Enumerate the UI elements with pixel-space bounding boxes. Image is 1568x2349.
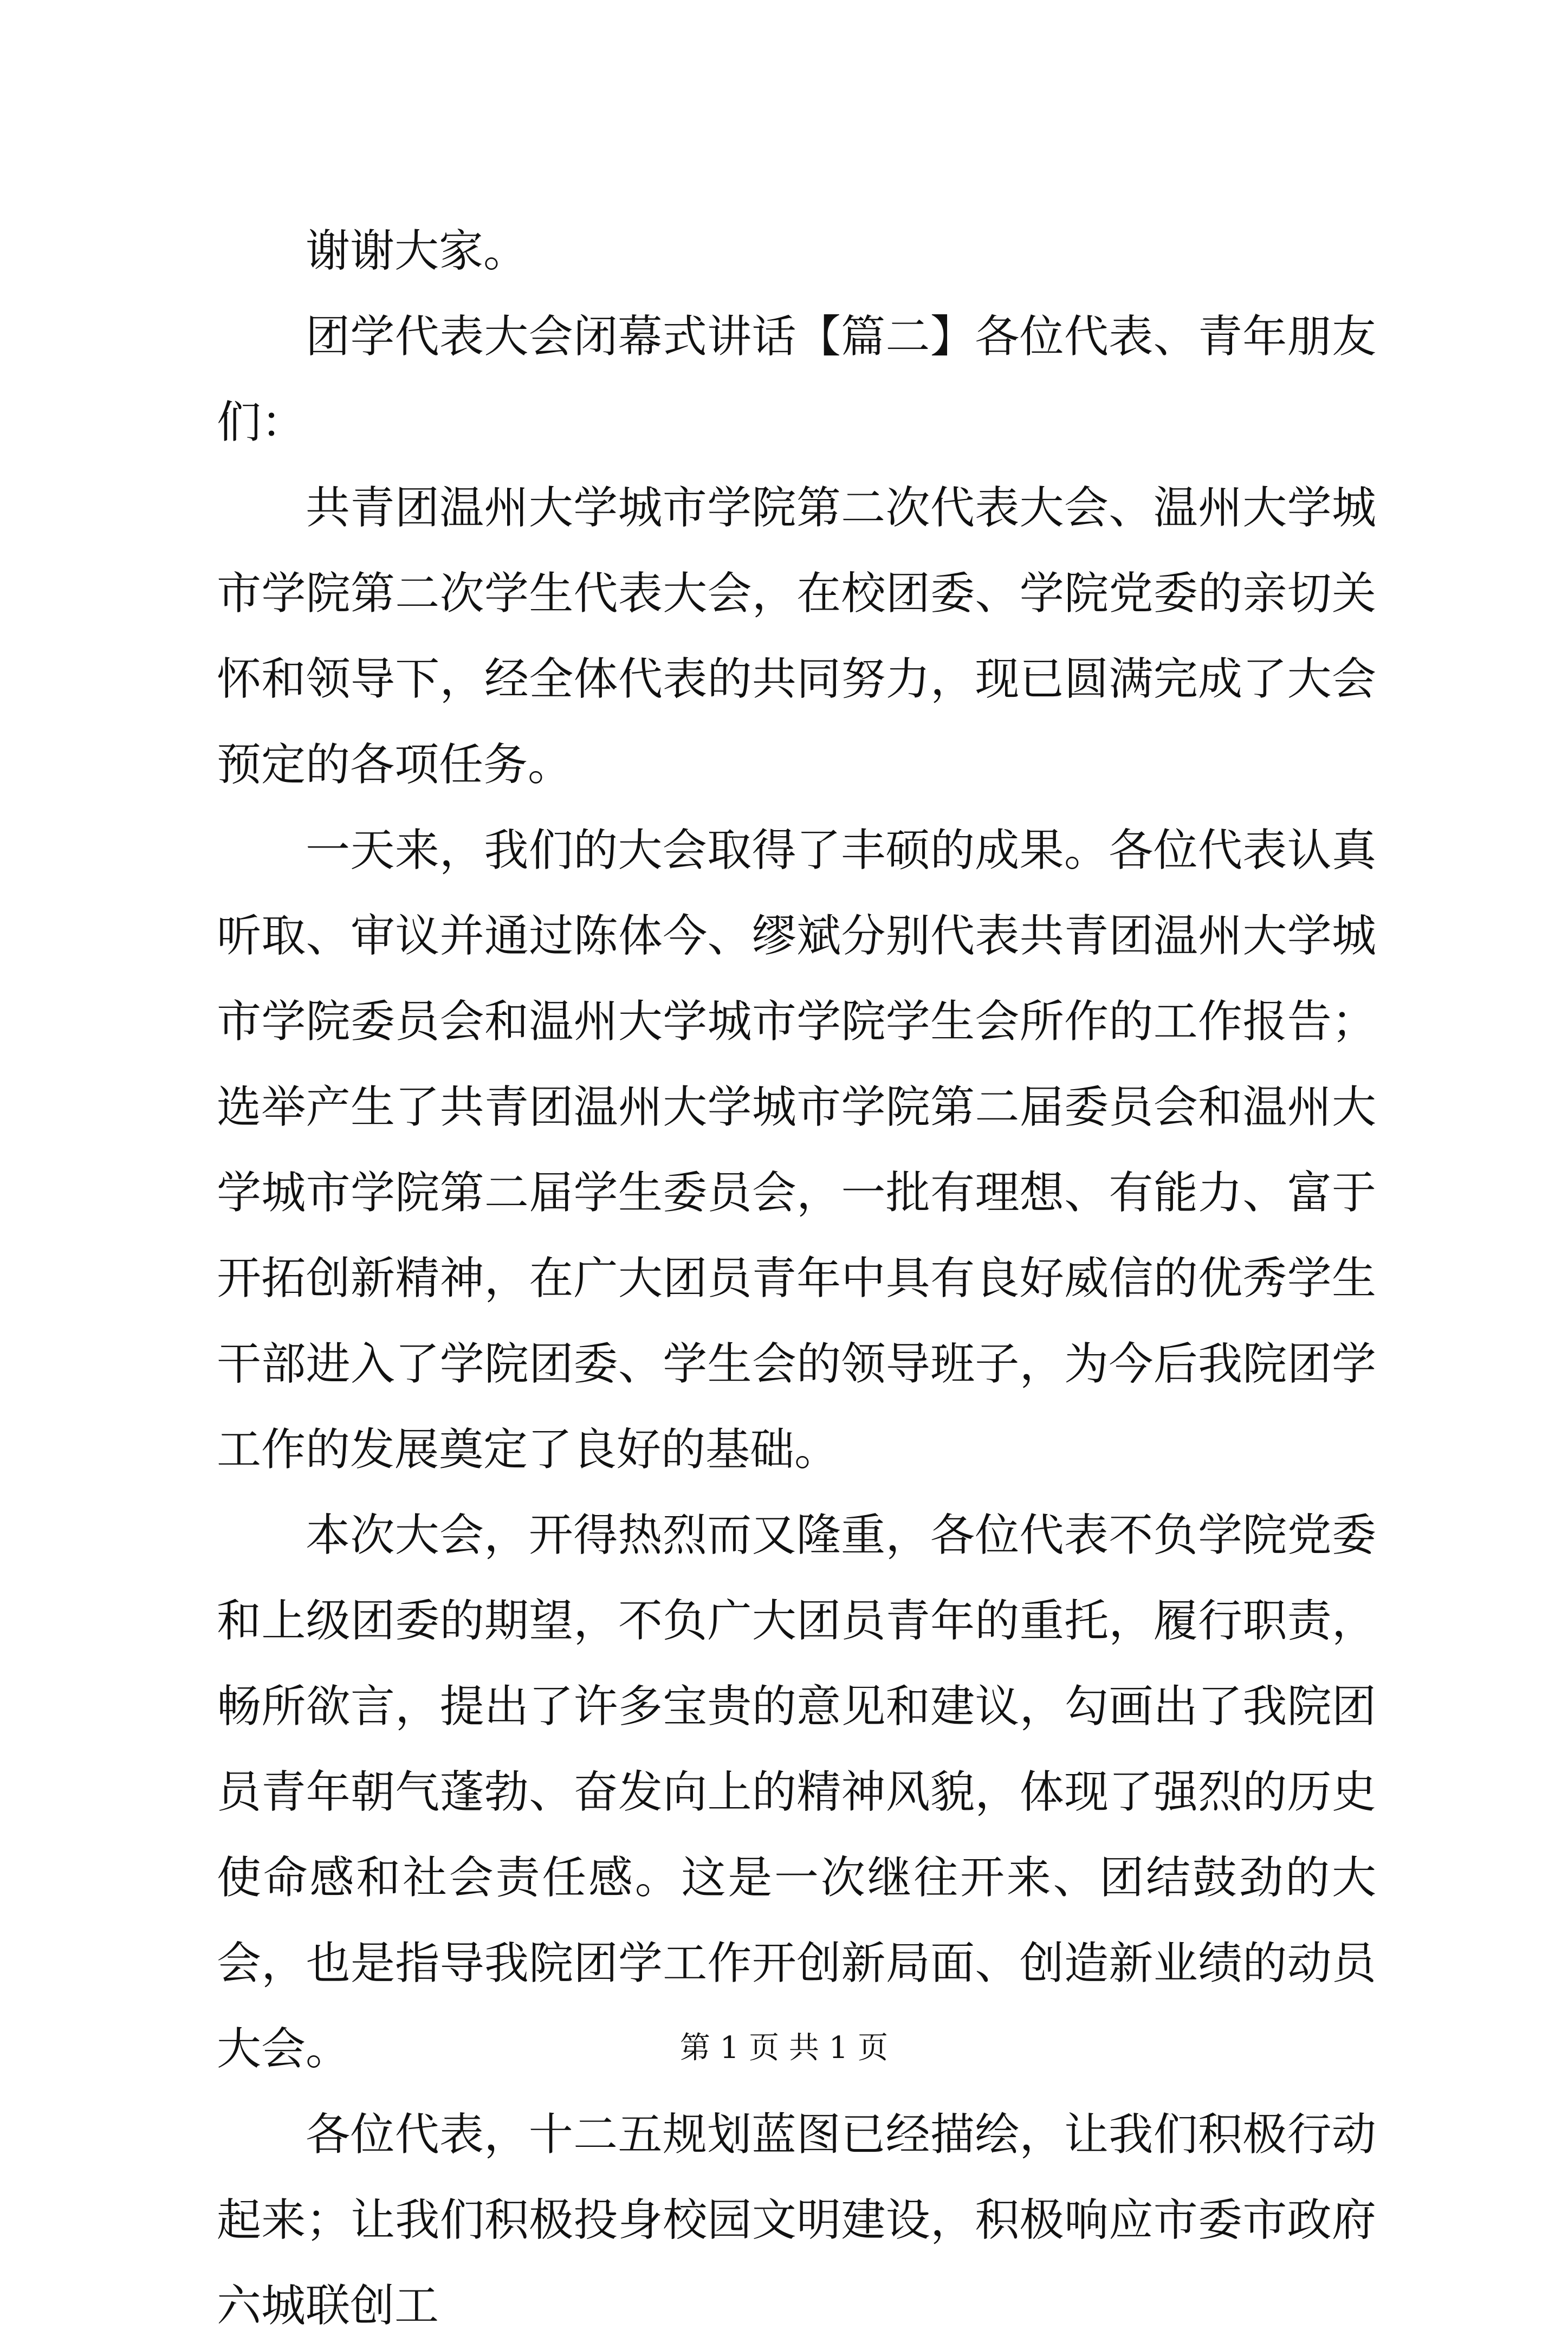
paragraph-congress-summary: 共青团温州大学城市学院第二次代表大会、温州大学城市学院第二次学生代表大会，在校团委、学院党委的亲切关怀和领导下，经全体代表的共同努力，现已圆满完成了大会预定的各项任务。 <box>217 482 1376 791</box>
page-footer: 第 1 页 共 1 页 <box>679 2030 889 2066</box>
paragraph-section-heading: 团学代表大会闭幕式讲话【篇二】各位代表、青年朋友们： <box>217 311 1376 448</box>
paragraph-call-to-action: 各位代表，十二五规划蓝图已经描绘，让我们积极行动起来；让我们积极投身校园文明建设，积极响应市委市政府六城联创工 <box>217 2109 1376 2332</box>
paragraph-achievements: 一天来，我们的大会取得了丰硕的成果。各位代表认真听取、审议并通过陈体今、缪斌分别代表共青团温州大学城市学院委员会和温州大学城市学院学生会所作的工作报告；选举产生了共青团温州大学城市学院第二届委员会和温州大学城市学院第二届学生委员会，一批有理想、有能力、富于开拓创新精神，在广大团员青年中具有良好威信的优秀学生干部进入了学院团委、学生会的领导班子，为今后我院团学工作的发展奠定了良好的基础。 <box>217 825 1376 1476</box>
paragraph-congress-evaluation: 本次大会，开得热烈而又隆重，各位代表不负学院党委和上级团委的期望，不负广大团员青年的重托，履行职责，畅所欲言，提出了许多宝贵的意见和建议，勾画出了我院团员青年朝气蓬勃、奋发向上的精神风貌，体现了强烈的历史使命感和社会责任感。这是一次继往开来、团结鼓劲的大会，也是指导我院团学工作开创新局面、创造新业绩的动员大会。 <box>217 1510 1376 2075</box>
paragraph-closing-thanks: 谢谢大家。 <box>306 225 528 277</box>
document-body <box>217 209 1376 2349</box>
